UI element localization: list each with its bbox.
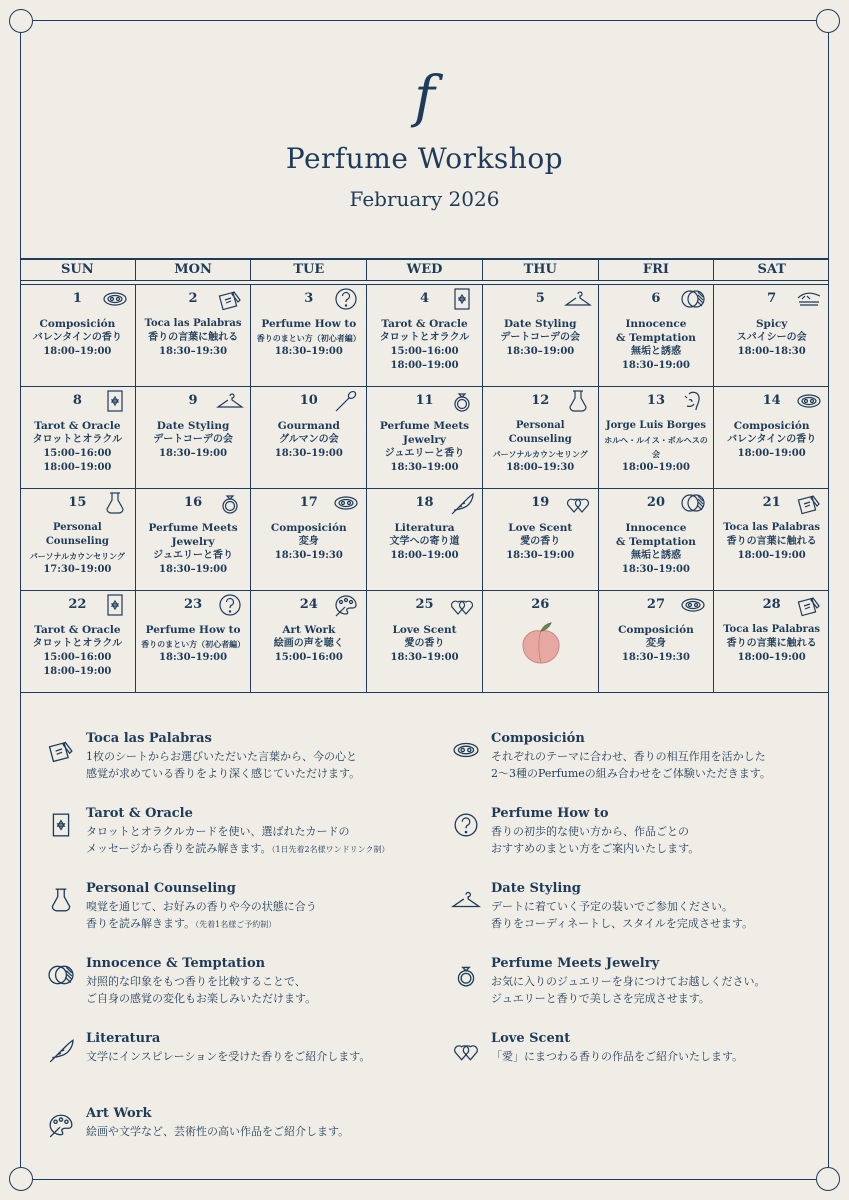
event-time: 18:00–19:00 — [737, 550, 806, 561]
calendar-day-21[interactable] — [714, 489, 829, 590]
calendar-day-23[interactable] — [136, 591, 252, 692]
event-name: Literatura — [394, 522, 455, 534]
event-name: Toca las Palabras — [723, 522, 821, 533]
event-name: Composición — [39, 318, 116, 330]
tarot-icon — [103, 594, 127, 616]
event-name: Spicy — [755, 318, 788, 330]
legend-name: Personal Counseling — [86, 881, 236, 896]
calendar-day-11[interactable] — [367, 387, 483, 488]
legend-description: 2〜3種のPerfumeの組み合わせをご体験いただきます。 — [491, 767, 771, 780]
hearts-icon — [453, 1038, 479, 1062]
flask-icon — [48, 888, 74, 912]
event-name-jp: 愛の香り — [520, 536, 561, 547]
question-icon — [334, 288, 358, 310]
spoon-icon — [334, 390, 358, 412]
event-name: Innocence & Temptation — [615, 318, 696, 344]
event-info — [253, 623, 364, 665]
legend-name: Innocence & Temptation — [86, 956, 266, 971]
event-time: 18:30–19:30 — [159, 346, 228, 357]
event-info — [601, 623, 712, 665]
event-name-jp: 変身 — [645, 638, 666, 649]
event-time: 18:00–19:00 — [390, 360, 459, 371]
legend-description: 香りの初歩的な使い方から、作品ごとの — [491, 825, 689, 838]
legend-note: （先着1名様ご予約制） — [195, 920, 277, 929]
legend-description: 香りをコーディネートし、スタイルを完成させます。 — [491, 917, 754, 930]
event-name: Gourmand — [277, 420, 340, 432]
legend-note: （1日先着2名様ワンドリンク制） — [271, 845, 390, 854]
event-name: Toca las Palabras — [144, 318, 242, 329]
day-number: 25 — [415, 597, 434, 612]
calendar-day-9[interactable] — [136, 387, 252, 488]
legend-name: Perfume Meets Jewelry — [491, 956, 660, 971]
calendar-day-15[interactable] — [20, 489, 136, 590]
calendar-day-1[interactable] — [20, 285, 136, 386]
calendar-week — [20, 591, 829, 693]
calendar-day-3[interactable] — [251, 285, 367, 386]
day-number: 24 — [299, 597, 318, 612]
event-name-jp: 香りの言葉に触れる — [148, 332, 239, 343]
day-number: 27 — [646, 597, 665, 612]
legend-description: 絵画や文学など、芸術性の高い作品をご紹介します。 — [86, 1125, 350, 1138]
legend-description: お気に入りのジュエリーを身につけてお越しください。 — [491, 975, 766, 988]
page-subtitle: February 2026 — [349, 187, 500, 211]
weekday-header — [20, 259, 829, 281]
composition-icon — [681, 594, 705, 616]
event-time: 18:00–19:30 — [506, 462, 575, 473]
event-name: Toca las Palabras — [723, 624, 821, 635]
day-number: 18 — [415, 495, 434, 510]
legend-description: 1枚のシートからお選びいただいた言葉から、今の心と — [86, 750, 357, 763]
calendar-day-17[interactable] — [251, 489, 367, 590]
ring-icon — [453, 963, 479, 987]
event-name: Composición — [618, 624, 694, 636]
event-info — [369, 521, 480, 563]
flask-icon — [103, 492, 127, 514]
calendar-day-16[interactable] — [136, 489, 252, 590]
event-name-jp: 愛の香り — [404, 638, 445, 649]
calendar-day-18[interactable] — [367, 489, 483, 590]
event-name-jp: スパイシーの会 — [736, 332, 807, 343]
event-name-jp: ホルヘ・ルイス・ボルヘスの会 — [604, 435, 708, 459]
event-name: Love Scent — [392, 624, 457, 636]
event-name: Tarot & Oracle — [34, 624, 121, 636]
calendar-day-10[interactable] — [251, 387, 367, 488]
question-icon — [218, 594, 242, 616]
event-info — [22, 317, 133, 359]
tarot-icon — [450, 288, 474, 310]
event-info — [485, 317, 596, 359]
event-name: Composición — [733, 420, 810, 432]
calendar-day-25[interactable] — [367, 591, 483, 692]
composition-icon — [103, 288, 127, 310]
spicy-icon — [797, 288, 821, 310]
day-number: 22 — [68, 597, 87, 612]
weekday-sat: SAT — [757, 262, 786, 277]
palabras-icon — [218, 288, 242, 310]
event-name: Date Styling — [503, 318, 577, 330]
event-name-jp: タロットとオラクル — [32, 434, 123, 445]
ring-icon — [218, 492, 242, 514]
event-time: 18:30–19:00 — [621, 564, 690, 575]
day-number: 13 — [646, 393, 665, 408]
event-name: Innocence & Temptation — [615, 522, 696, 548]
calendar-day-5[interactable] — [483, 285, 599, 386]
event-info — [601, 419, 712, 475]
legend-name: Perfume How to — [491, 806, 609, 821]
flask-icon — [566, 390, 590, 412]
legend-name: Date Styling — [491, 881, 581, 896]
weekday-tue: TUE — [251, 260, 367, 280]
day-number: 3 — [304, 291, 314, 306]
page-title: Perfume Workshop — [285, 142, 564, 175]
legend-description: それぞれのテーマに合わせ、香りの相互作用を活かした — [491, 750, 766, 763]
event-name-jp: グルマンの会 — [278, 434, 339, 445]
legend-name: Literatura — [86, 1031, 161, 1046]
event-time: 17:30–19:00 — [43, 564, 112, 575]
palette-icon — [334, 594, 358, 616]
composition-icon — [334, 492, 358, 514]
day-number: 4 — [419, 291, 430, 306]
day-number: 21 — [762, 495, 781, 510]
weekday-thu: THU — [483, 260, 599, 280]
event-name-jp: 変身 — [298, 536, 319, 547]
event-name-jp: デートコーデの会 — [500, 332, 581, 343]
legend-description: 「愛」にまつわる香りの作品をご紹介いたします。 — [491, 1050, 744, 1063]
event-time: 18:30–19:00 — [159, 564, 228, 575]
weekday-wed: WED — [367, 260, 483, 280]
event-info — [716, 317, 827, 359]
event-info — [253, 521, 364, 563]
event-time: 18:30–19:00 — [390, 652, 459, 663]
day-number: 15 — [68, 495, 87, 510]
day-number: 19 — [531, 495, 550, 510]
event-name-jp: バレンタインの香り — [727, 434, 817, 445]
event-time: 18:30–19:30 — [621, 652, 690, 663]
legend-name: Composición — [491, 731, 585, 746]
day-number: 20 — [646, 495, 665, 510]
event-name-jp: 香りの言葉に触れる — [726, 638, 817, 649]
legend-name: Love Scent — [491, 1031, 571, 1046]
question-icon — [453, 813, 479, 837]
day-number: 6 — [651, 291, 661, 306]
event-name: Perfume Meets Jewelry — [148, 522, 238, 548]
event-name: Tarot & Oracle — [381, 318, 468, 330]
legend-name: Art Work — [86, 1106, 152, 1121]
event-name: Personal Counseling — [45, 522, 109, 547]
event-time: 18:30–19:00 — [274, 448, 343, 459]
calendar-day-20[interactable] — [599, 489, 715, 590]
calendar-day-19[interactable] — [483, 489, 599, 590]
day-number: 9 — [188, 393, 198, 408]
event-info — [253, 419, 364, 461]
legend-description: 対照的な印象をもつ香りを比較することで、 — [86, 975, 306, 988]
logo: f — [414, 65, 435, 130]
feather-icon — [450, 492, 474, 514]
event-name: Tarot & Oracle — [34, 420, 121, 432]
event-info — [138, 521, 249, 577]
day-number: 7 — [767, 291, 777, 306]
event-name-jp: バレンタインの香り — [32, 332, 122, 343]
day-number: 12 — [531, 393, 550, 408]
event-time: 18:30–19:00 — [506, 550, 575, 561]
calendar-day-22[interactable] — [20, 591, 136, 692]
palabras-icon — [797, 492, 821, 514]
event-name: Art Work — [282, 624, 336, 636]
palabras-icon — [48, 738, 74, 762]
legend-description: 感覚が求めている香りをより深く感じていただけます。 — [86, 767, 361, 780]
hearts-icon — [566, 492, 590, 514]
day-number: 10 — [299, 393, 318, 408]
circles-icon — [681, 288, 705, 310]
ring-icon — [450, 390, 474, 412]
feather-icon — [48, 1038, 74, 1062]
calendar-day-6[interactable] — [599, 285, 715, 386]
day-number: 5 — [535, 291, 545, 306]
event-time: 18:30–19:30 — [274, 550, 343, 561]
event-info — [716, 623, 827, 665]
palette-icon — [48, 1113, 74, 1137]
event-name: Perfume How to — [145, 624, 241, 636]
event-info — [22, 419, 133, 475]
calendar-day-27[interactable] — [599, 591, 715, 692]
calendar-day-7[interactable] — [714, 285, 829, 386]
legend-description: メッセージから香りを読み解きます。（1日先着2名様ワンドリンク制） — [86, 842, 390, 855]
event-info — [716, 419, 827, 461]
event-name-jp: タロットとオラクル — [379, 332, 470, 343]
event-name: Perfume How to — [261, 318, 357, 330]
event-info — [138, 623, 249, 665]
weekday-sun: SUN — [20, 260, 136, 280]
calendar-day-4[interactable] — [367, 285, 483, 386]
day-number: 2 — [188, 291, 198, 306]
event-name-jp: 絵画の声を聴く — [273, 638, 344, 649]
event-info — [253, 317, 364, 359]
legend-name: Tarot & Oracle — [86, 806, 193, 821]
calendar — [20, 258, 829, 693]
event-time: 18:00–19:00 — [43, 666, 112, 677]
borges-icon — [681, 390, 705, 412]
event-name: Love Scent — [508, 522, 573, 534]
event-info — [369, 317, 480, 373]
day-number: 16 — [184, 495, 203, 510]
event-info — [22, 521, 133, 577]
calendar-day-13[interactable] — [599, 387, 715, 488]
composition-icon — [453, 738, 479, 762]
circles-icon — [48, 963, 74, 987]
day-number: 28 — [762, 597, 781, 612]
legend-description: タロットとオラクルカードを使い、選ばれたカードの — [86, 825, 350, 838]
event-name-jp: ジュエリーと香り — [384, 448, 465, 459]
palabras-icon — [797, 594, 821, 616]
hanger-icon — [453, 888, 479, 912]
composition-icon — [797, 390, 821, 412]
event-name: Jorge Luis Borges — [605, 420, 706, 431]
event-name-jp: 無垢と誘惑 — [630, 346, 681, 357]
event-time: 18:30–19:00 — [274, 346, 343, 357]
day-number: 26 — [531, 597, 550, 612]
event-time: 15:00–16:00 — [43, 652, 112, 663]
hanger-icon — [218, 390, 242, 412]
event-time: 18:30–19:00 — [159, 652, 228, 663]
calendar-day-28[interactable] — [714, 591, 829, 692]
event-time: 18:00–19:00 — [43, 462, 112, 473]
event-time: 18:30–19:00 — [506, 346, 575, 357]
day-number: 23 — [184, 597, 203, 612]
event-info — [369, 419, 480, 475]
event-info — [369, 623, 480, 665]
calendar-day-26[interactable] — [483, 591, 599, 692]
event-time: 18:00–19:00 — [43, 346, 112, 357]
legend-description: 嗅覚を通じて、お好みの香りや今の状態に合う — [86, 900, 317, 913]
legend-description: ジュエリーと香りで美しさを完成させます。 — [491, 992, 710, 1005]
calendar-day-14[interactable] — [714, 387, 829, 488]
day-number: 14 — [762, 393, 781, 408]
tarot-icon — [103, 390, 127, 412]
legend-description: ご自身の感覚の変化もお楽しみいただけます。 — [86, 992, 317, 1005]
event-info — [716, 521, 827, 563]
event-info — [22, 623, 133, 679]
event-name-jp: 文学への寄り道 — [389, 536, 460, 547]
event-name-jp: パーソナルカウンセリング — [492, 449, 588, 459]
weekday-mon: MON — [136, 260, 252, 280]
legend-name: Toca las Palabras — [86, 731, 212, 746]
calendar-week — [20, 489, 829, 591]
weekday-fri: FRI — [599, 260, 715, 280]
legend-description: 香りを読み解きます。（先着1名様ご予約制） — [86, 917, 277, 930]
event-info — [601, 521, 712, 577]
calendar-week — [20, 285, 829, 387]
event-name: Perfume Meets Jewelry — [379, 420, 470, 446]
event-time: 18:30–19:00 — [159, 448, 228, 459]
event-time: 18:30–19:00 — [621, 360, 690, 371]
hearts-icon — [450, 594, 474, 616]
day-number: 17 — [299, 495, 318, 510]
event-time: 18:00–19:00 — [390, 550, 459, 561]
calendar-week — [20, 387, 829, 489]
event-name: Composición — [270, 522, 347, 534]
event-time: 18:30–19:00 — [390, 462, 459, 473]
calendar-day-24[interactable] — [251, 591, 367, 692]
calendar-day-2[interactable] — [136, 285, 252, 386]
legend-description: おすすめのまとい方をご案内いたします。 — [491, 842, 700, 855]
event-name-jp: 無垢と誘惑 — [630, 550, 681, 561]
event-name-jp: タロットとオラクル — [32, 638, 123, 649]
event-name-jp: ジュエリーと香り — [153, 550, 233, 561]
event-time: 15:00–16:00 — [274, 652, 343, 663]
event-info — [485, 521, 596, 563]
event-time: 15:00–16:00 — [390, 346, 459, 357]
day-number: 11 — [415, 393, 434, 408]
event-name: Date Styling — [156, 420, 230, 432]
calendar-day-12[interactable] — [483, 387, 599, 488]
event-time: 18:00–19:00 — [737, 448, 806, 459]
legend-description: 文学にインスピレーションを受けた香りをご紹介します。 — [86, 1050, 371, 1063]
hanger-icon — [566, 288, 590, 310]
event-name-jp: 香りの言葉に触れる — [726, 536, 817, 547]
tarot-icon — [48, 813, 74, 837]
legend-description: デートに着ていく予定の装いでご参加ください。 — [491, 900, 733, 913]
event-name-jp: パーソナルカウンセリング — [29, 551, 125, 561]
event-info — [601, 317, 712, 373]
day-number: 8 — [72, 393, 82, 408]
event-info — [138, 317, 249, 359]
event-info — [485, 419, 596, 475]
peach-icon — [519, 621, 563, 665]
event-info — [138, 419, 249, 461]
event-time: 18:00–18:30 — [737, 346, 806, 357]
event-name: Personal Counseling — [508, 420, 572, 445]
event-time: 15:00–16:00 — [43, 448, 112, 459]
event-name-jp: デートコーデの会 — [153, 434, 233, 445]
event-time: 18:00–19:00 — [621, 462, 690, 473]
event-name-jp: 香りのまとい方（初心者編） — [256, 333, 361, 343]
circles-icon — [681, 492, 705, 514]
day-number: 1 — [72, 291, 82, 306]
event-name-jp: 香りのまとい方（初心者編） — [141, 639, 246, 649]
calendar-day-8[interactable] — [20, 387, 136, 488]
event-time: 18:00–19:00 — [737, 652, 806, 663]
